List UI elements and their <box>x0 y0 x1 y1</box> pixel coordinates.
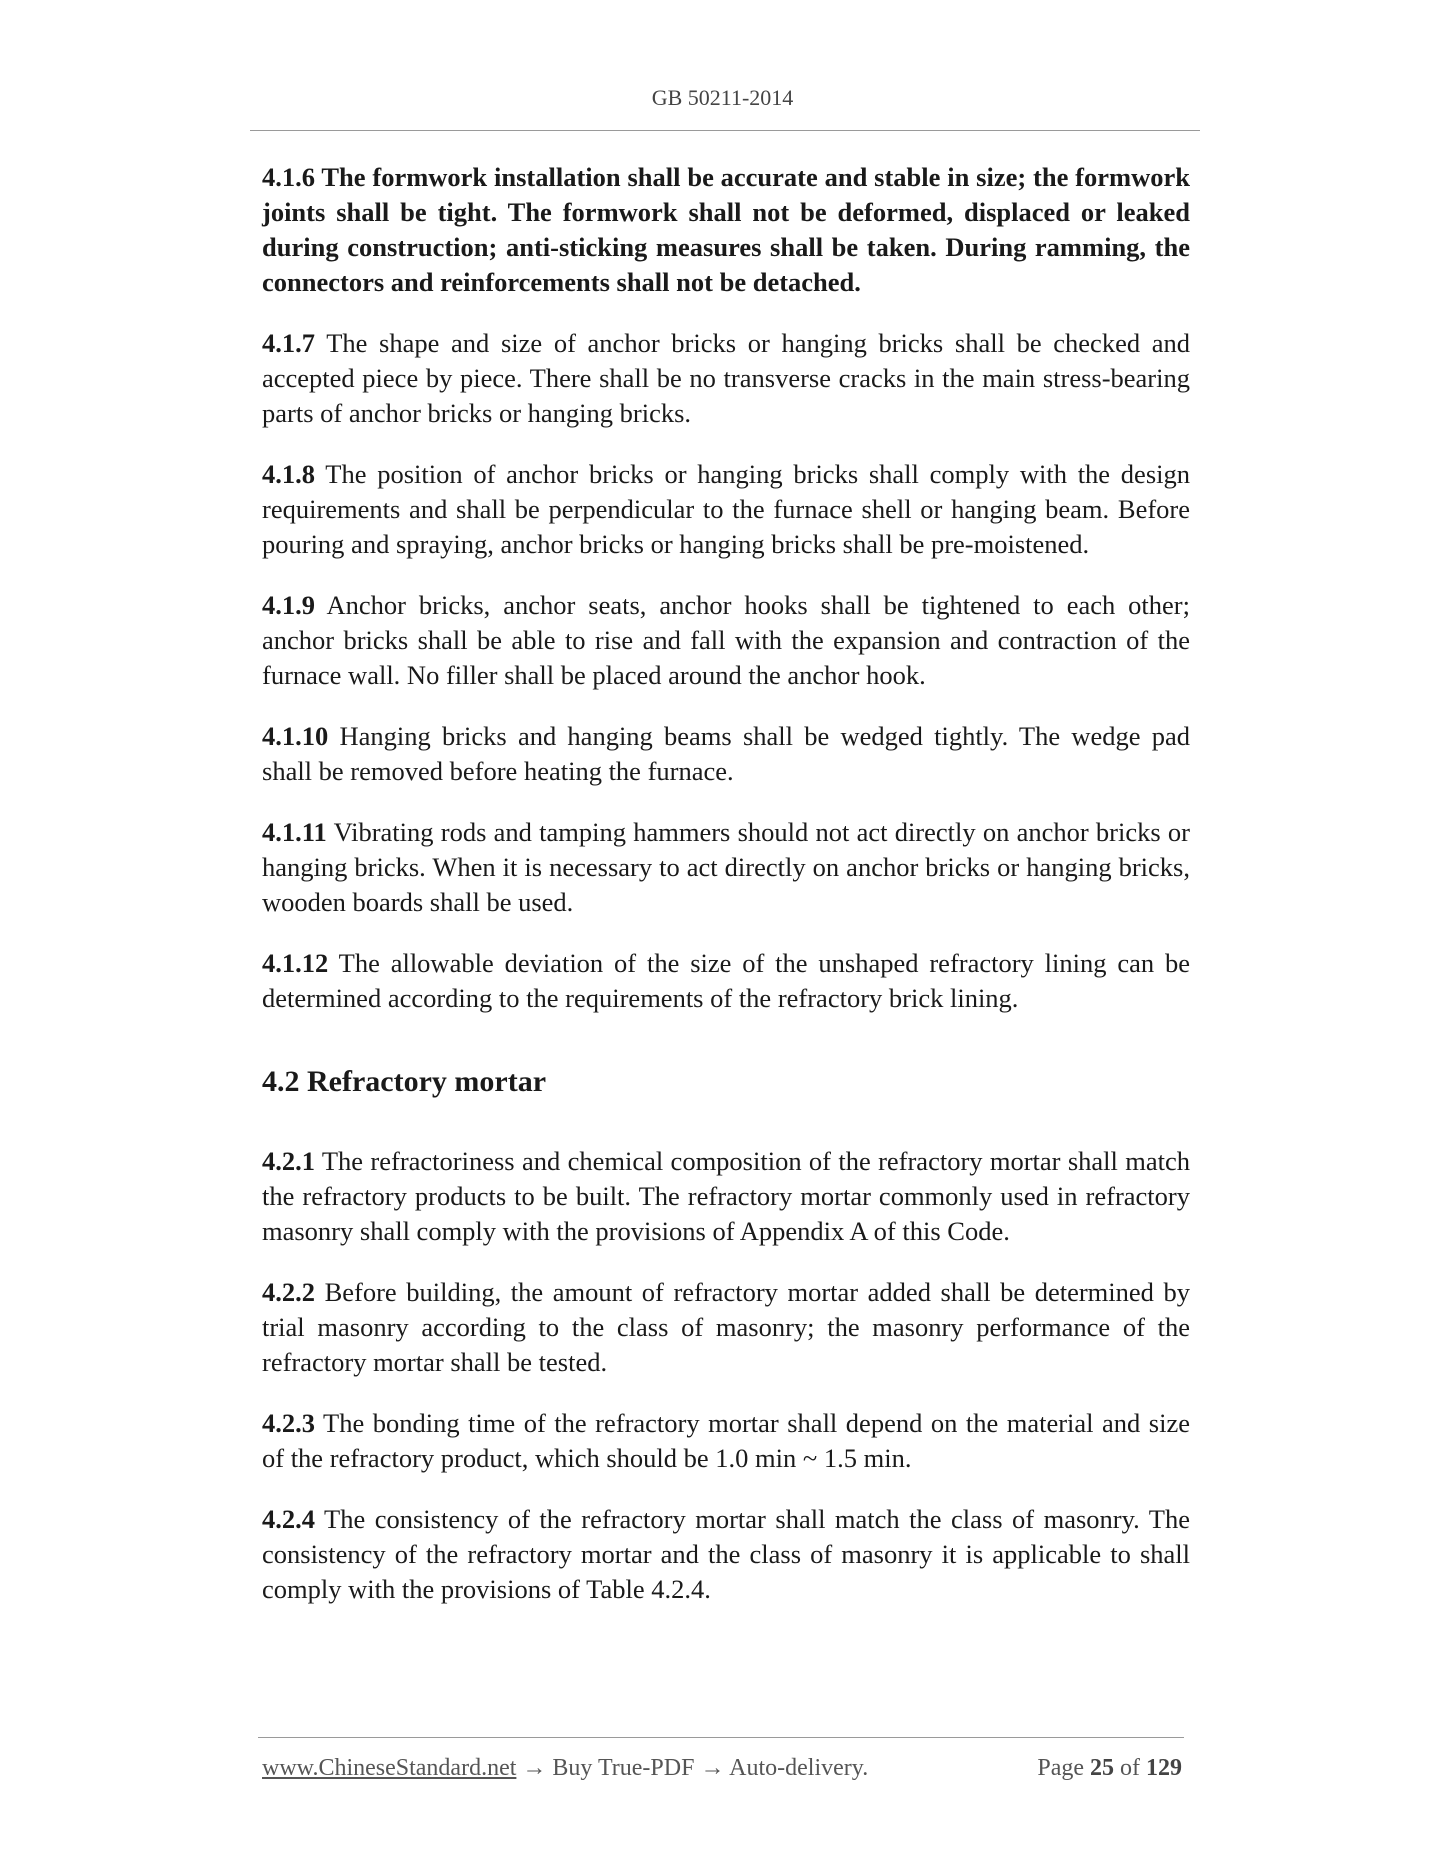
clause-text: The refractoriness and chemical composition of the refractory mortar shall match the refractory products to be built. The refractory mortar commonly used in refractory masonry shall comply with the provisions of Appendix A of this Code. <box>262 1146 1190 1246</box>
clause-number: 4.1.7 <box>262 328 315 358</box>
section-heading-4-2: 4.2 Refractory mortar <box>262 1065 547 1098</box>
clause-text: Vibrating rods and tamping hammers should not act directly on anchor bricks or hanging bricks. When it is necessary to act directly on anchor bricks or hanging bricks, wooden boards shall be used. <box>262 817 1190 917</box>
clause-text: Anchor bricks, anchor seats, anchor hooks shall be tightened to each other; anchor bricks shall be able to rise and fall with the expansion and contraction of the furnace wall. No filler shall be placed around the anchor hook. <box>262 590 1190 690</box>
clause-number: 4.2.4 <box>262 1504 315 1534</box>
footer-promo <box>262 1755 868 1782</box>
footer-divider <box>258 1737 1184 1738</box>
clause-number: 4.1.11 <box>262 817 327 847</box>
clause-4-1-10 <box>262 719 1190 789</box>
clause-4-1-7 <box>262 326 1190 431</box>
clause-4-1-9 <box>262 588 1190 693</box>
clause-number: 4.2.3 <box>262 1408 315 1438</box>
page-current: 25 <box>1090 1755 1114 1781</box>
clause-text: Before building, the amount of refractory mortar added shall be determined by trial masonry according to the class of masonry; the masonry performance of the refractory mortar shall be tested. <box>262 1277 1190 1377</box>
delivery-text: Auto-delivery. <box>729 1755 869 1781</box>
clause-number: 4.1.8 <box>262 459 315 489</box>
clause-number: 4.1.6 <box>262 162 315 192</box>
buy-text: Buy True-PDF <box>552 1755 695 1781</box>
clause-4-2-2 <box>262 1275 1190 1380</box>
clause-text: The position of anchor bricks or hanging bricks shall comply with the design requirements and shall be perpendicular to the furnace shell or hanging beam. Before pouring and spraying, anchor bricks or hanging bricks shall be pre-moistened. <box>262 459 1190 559</box>
page-label: Page <box>1037 1755 1084 1781</box>
clause-number: 4.1.12 <box>262 948 329 978</box>
page-of-label: of <box>1120 1755 1140 1781</box>
clause-text: The consistency of the refractory mortar shall match the class of masonry. The consistency of the refractory mortar and the class of masonry it is applicable to shall comply with the provisions of Table 4.2.4. <box>262 1504 1191 1604</box>
clause-4-2-4 <box>262 1502 1190 1607</box>
clause-4-2-1 <box>262 1144 1190 1249</box>
clause-4-2-3 <box>262 1406 1190 1476</box>
clause-4-1-6 <box>262 160 1190 300</box>
clause-text: The allowable deviation of the size of the unshaped refractory lining can be determined according to the requirements of the refractory brick lining. <box>262 948 1191 1013</box>
clause-number: 4.2.2 <box>262 1277 315 1307</box>
clause-text: Hanging bricks and hanging beams shall be wedged tightly. The wedge pad shall be removed before heating the furnace. <box>262 721 1191 786</box>
page-indicator <box>1037 1755 1182 1782</box>
document-header-title: GB 50211-2014 <box>651 85 794 110</box>
clause-text: The shape and size of anchor bricks or hanging bricks shall be checked and accepted piece by piece. There shall be no transverse cracks in the main stress-bearing parts of anchor bricks or hanging bricks. <box>262 328 1190 428</box>
clause-text: The formwork installation shall be accurate and stable in size; the formwork joints shall be tight. The formwork shall not be deformed, displaced or leaked during construction; anti-sticking measures shall be taken. During ramming, the connectors and reinforcements shall not be detached. <box>262 162 1190 297</box>
page-total: 129 <box>1146 1755 1182 1781</box>
arrow-right-icon: → <box>522 1755 547 1781</box>
site-link[interactable]: www.ChineseStandard.net <box>262 1755 517 1781</box>
arrow-right-icon: → <box>700 1755 725 1781</box>
clause-4-1-8 <box>262 457 1190 562</box>
page-content <box>262 160 1190 1633</box>
clause-4-1-12 <box>262 946 1190 1016</box>
clause-4-1-11 <box>262 815 1190 920</box>
clause-number: 4.2.1 <box>262 1146 315 1176</box>
clause-text: The bonding time of the refractory mortar shall depend on the material and size of the refractory product, which should be 1.0 min ~ 1.5 min. <box>262 1408 1190 1473</box>
clause-number: 4.1.10 <box>262 721 329 751</box>
header-divider <box>250 130 1200 131</box>
clause-number: 4.1.9 <box>262 590 315 620</box>
